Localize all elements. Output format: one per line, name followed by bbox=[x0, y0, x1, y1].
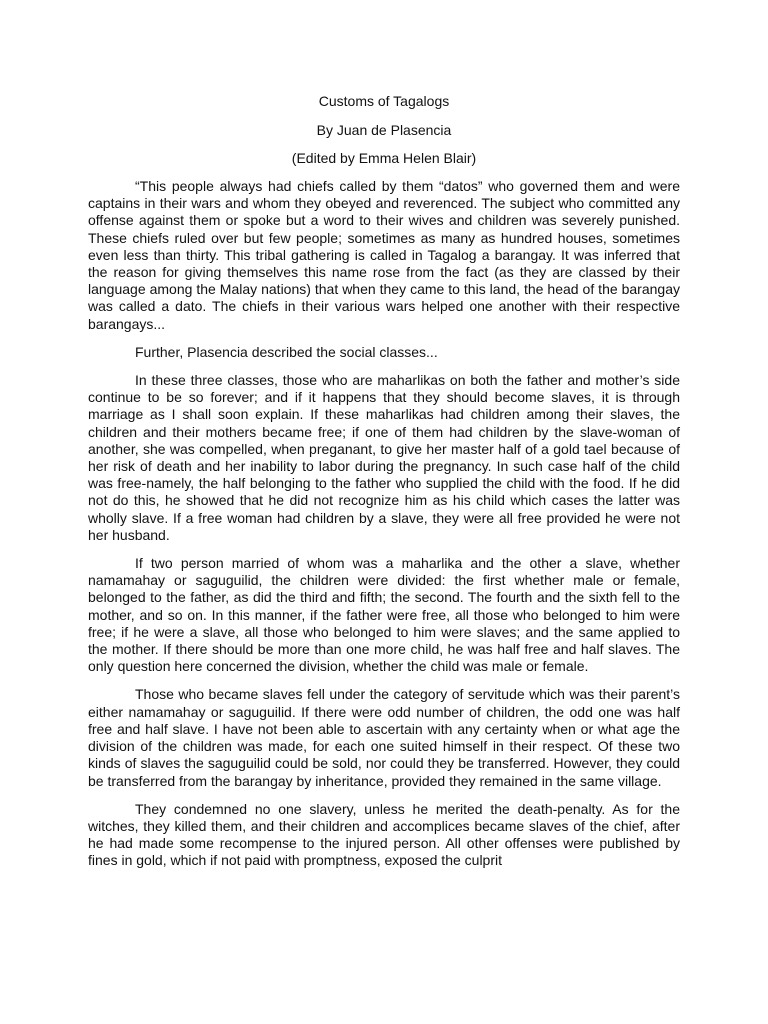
paragraph-penalties: They condemned no one slavery, unless he merited the death-penalty. As for the witches, they killed them, and their children and accomplices became slaves of the chief, after he had made some recompense to the injured person. All other offenses were published by fines in gold, which if not paid with promptness, exposed the culprit bbox=[88, 800, 680, 869]
paragraph-mixed-marriage: If two person married of whom was a maharlika and the other a slave, whether namamahay or saguguilid, the children were divided: the first whether male or female, belonged to the father, as did the third and fifth; the second. The fourth and the sixth fell to the mother, and so on. In this manner, if the father were free, all those who belonged to him were free; if he were a slave, all those who belonged to him were slaves; and the same applied to the mother. If there should be more than one more child, he was half free and half slaves. The only question here concerned the division, whether the child was male or female. bbox=[88, 555, 680, 675]
paragraph-datos: “This people always had chiefs called by them “datos” who governed them and were captains in their wars and whom they obeyed and reverenced. The subject who committed any offense against them or spoke but a word to their wives and children was severely punished. These chiefs ruled over but few people; sometimes as many as hundred houses, sometimes even less than thirty. This tribal gathering is called in Tagalog a barangay. It was inferred that the reason for giving themselves this name rose from the fact (as they are classed by their language among the Malay nations) that when they came to this land, the head of the barangay was called a dato. The chiefs in their various wars helped one another with their respective barangays... bbox=[88, 178, 680, 332]
paragraph-maharlikas: In these three classes, those who are maharlikas on both the father and mother’s side continue to be so forever; and if it happens that they should become slaves, it is through marriage as I shall soon explain. If these maharlikas had children among their slaves, the children and their mothers became free; if one of them had children by the slave-woman of another, she was compelled, when preganant, to give her master half of a gold tael because of her risk of death and her inability to labor during the pregnancy. In such case half of the child was free-namely, the half belonging to the father who supplied the child with the food. If he did not do this, he showed that he did not recognize him as his child which cases the latter was wholly slave. If a free woman had children by a slave, they were all free provided he were not her husband. bbox=[88, 372, 680, 543]
document-title: Customs of Tagalogs bbox=[318, 93, 450, 109]
document-author: By Juan de Plasencia bbox=[316, 122, 452, 138]
document-editor: (Edited by Emma Helen Blair) bbox=[291, 150, 477, 166]
paragraph-social-classes-intro: Further, Plasencia described the social classes... bbox=[135, 343, 438, 360]
paragraph-servitude: Those who became slaves fell under the category of servitude which was their parent’s either namamahay or saguguilid. If there were odd number of children, the odd one was half free and half slave. I have not been able to ascertain with any certainty when or what age the division of the children was made, for each one suited himself in their respect. Of these two kinds of slaves the saguguilid could be sold, nor could they be transferred. However, they could be transferred from the barangay by inheritance, provided they remained in the same village. bbox=[88, 686, 680, 789]
document-body bbox=[88, 178, 680, 870]
